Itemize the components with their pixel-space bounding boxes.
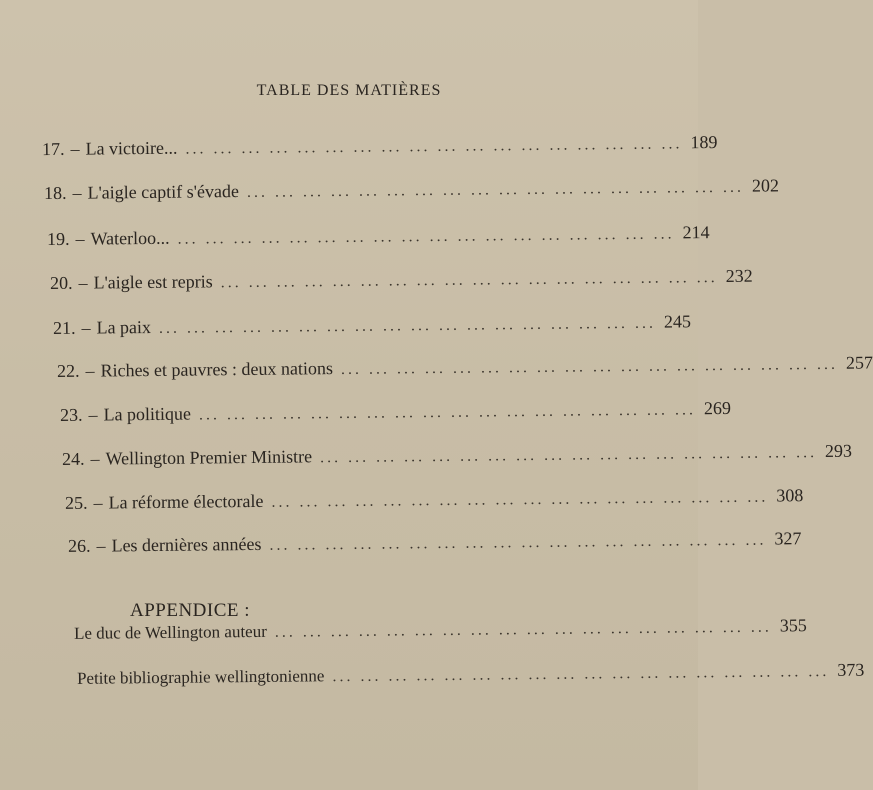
entry-dash: – bbox=[85, 360, 95, 381]
chapter-title: Wellington Premier Ministre bbox=[105, 446, 313, 469]
chapter-number: 19. bbox=[46, 228, 70, 250]
entry-dash: – bbox=[72, 182, 82, 203]
dot-leader: ... ... ... ... ... ... ... ... ... ... ... ... ... ... ... ... ... ... bbox=[271, 488, 769, 511]
page-number: 269 bbox=[703, 397, 732, 419]
dot-leader: ... ... ... ... ... ... ... ... ... ... ... ... ... ... ... ... ... ... bbox=[220, 269, 718, 292]
entry-dash: – bbox=[88, 404, 98, 425]
dot-leader: ... ... ... ... ... ... ... ... ... ... ... ... ... ... ... ... ... ... bbox=[269, 531, 767, 554]
page-number: 308 bbox=[776, 485, 804, 506]
dot-leader: ... ... ... ... ... ... ... ... ... ... ... ... ... ... ... ... ... ... bbox=[332, 662, 830, 686]
page-number: 355 bbox=[779, 615, 807, 636]
page-number: 189 bbox=[690, 131, 718, 153]
toc-entry bbox=[56, 352, 873, 382]
toc-entry bbox=[59, 397, 732, 426]
page-number: 373 bbox=[837, 659, 865, 680]
toc-entry bbox=[46, 222, 710, 250]
dot-leader: ... ... ... ... ... ... ... ... ... ... ... ... ... ... ... ... ... ... bbox=[177, 225, 675, 248]
dot-leader: ... ... ... ... ... ... ... ... ... ... ... ... ... ... ... ... ... ... bbox=[246, 178, 744, 201]
page-title: TABLE DES MATIÈRES bbox=[256, 82, 442, 99]
page-number: 327 bbox=[774, 528, 802, 549]
page-number: 232 bbox=[725, 265, 753, 286]
page-number: 214 bbox=[682, 222, 710, 243]
page-number: 202 bbox=[751, 175, 779, 196]
entry-dash: – bbox=[78, 272, 88, 293]
chapter-title: La victoire... bbox=[85, 137, 178, 159]
chapter-number: 18. bbox=[43, 182, 67, 204]
chapter-number: 26. bbox=[67, 535, 91, 556]
page-number: 257 bbox=[845, 352, 873, 373]
dot-leader: ... ... ... ... ... ... ... ... ... ... ... ... ... ... ... ... ... ... bbox=[158, 314, 657, 337]
chapter-number: 22. bbox=[56, 360, 80, 381]
toc-entry bbox=[43, 175, 779, 204]
page-number: 293 bbox=[824, 440, 853, 461]
toc-entry bbox=[67, 528, 802, 557]
appendix-title: Petite bibliographie wellingtonienne bbox=[76, 666, 325, 688]
dot-leader: ... ... ... ... ... ... ... ... ... ... ... ... ... ... ... ... ... ... bbox=[185, 135, 683, 158]
toc-entry bbox=[49, 265, 753, 294]
chapter-title: Waterloo... bbox=[90, 227, 170, 249]
entry-dash: – bbox=[93, 492, 103, 513]
appendix-entry bbox=[76, 659, 865, 689]
chapter-number: 17. bbox=[41, 138, 65, 160]
entry-dash: – bbox=[90, 448, 100, 469]
toc-entry bbox=[52, 311, 692, 339]
chapter-title: Les dernières années bbox=[111, 533, 262, 556]
dot-leader: ... ... ... ... ... ... ... ... ... ... ... ... ... ... ... ... ... ... bbox=[340, 355, 839, 379]
chapter-title: L'aigle captif s'évade bbox=[87, 181, 240, 203]
chapter-number: 23. bbox=[59, 404, 83, 425]
chapter-number: 24. bbox=[61, 448, 85, 469]
toc-entry bbox=[61, 440, 853, 470]
appendix-entry bbox=[73, 615, 807, 644]
chapter-number: 20. bbox=[49, 272, 73, 294]
entry-dash: – bbox=[75, 228, 85, 249]
appendix-title: Le duc de Wellington auteur bbox=[73, 621, 267, 643]
entry-dash: – bbox=[96, 535, 106, 556]
page-number: 245 bbox=[663, 311, 692, 332]
chapter-number: 25. bbox=[64, 492, 88, 513]
entry-dash: – bbox=[81, 317, 91, 338]
toc-entry bbox=[64, 485, 804, 514]
chapter-title: La paix bbox=[96, 316, 152, 338]
chapter-title: L'aigle est repris bbox=[93, 271, 213, 293]
chapter-title: La politique bbox=[103, 403, 192, 425]
chapter-title: Riches et pauvres : deux nations bbox=[100, 358, 334, 381]
dot-leader: ... ... ... ... ... ... ... ... ... ... ... ... ... ... ... ... ... ... bbox=[198, 401, 697, 424]
chapter-title: La réforme électorale bbox=[108, 490, 264, 513]
dot-leader: ... ... ... ... ... ... ... ... ... ... ... ... ... ... ... ... ... ... bbox=[319, 444, 818, 467]
chapter-number: 21. bbox=[52, 317, 76, 339]
toc-entry bbox=[41, 131, 718, 160]
dot-leader: ... ... ... ... ... ... ... ... ... ... ... ... ... ... ... ... ... ... bbox=[274, 618, 772, 641]
appendix-heading: APPENDICE : bbox=[130, 600, 251, 621]
entry-dash: – bbox=[70, 138, 80, 159]
